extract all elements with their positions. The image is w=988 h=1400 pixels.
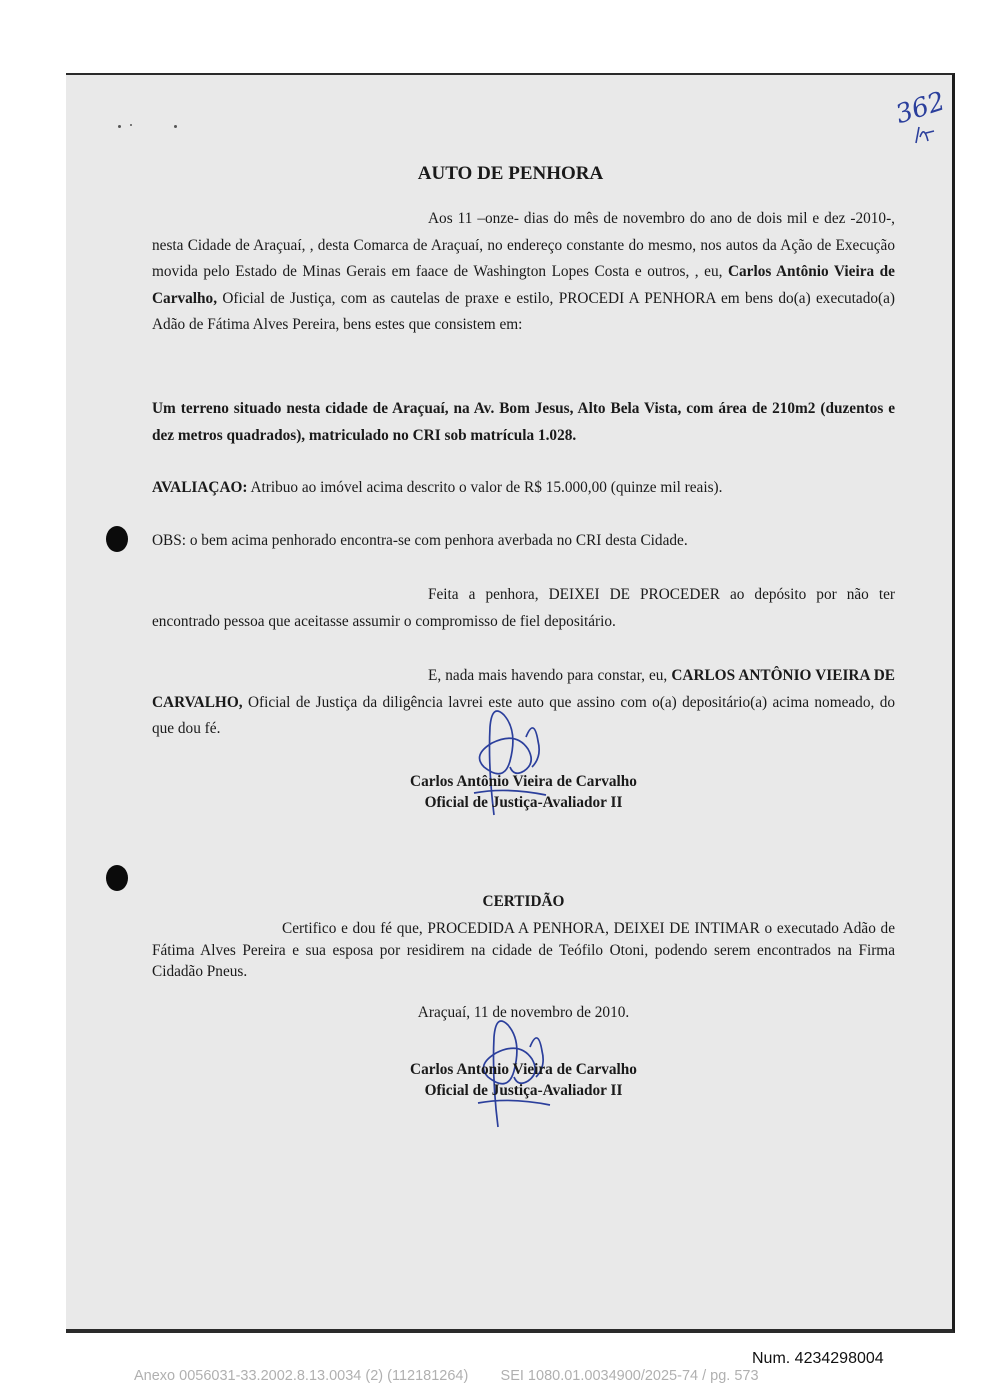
closing-text-b: Oficial de Justiça da diligência lavrei este auto que assino com o(a) depositário(a) acima nomeado, do que dou fé. [152,693,895,737]
document-title: AUTO DE PENHORA [417,163,604,184]
closing-officer-name: CARLOS ANTÔNIO VIEIRA DE CARVALHO, [152,667,895,711]
valuation-label: AVALIAÇAO: [152,479,248,496]
certidao-title: CERTIDÃO [482,893,565,910]
signer-role-1: Oficial de Justiça-Avaliador II [424,794,623,811]
intro-text-1: Aos 11 –onze- dias do mês de novembro do ano de dois mil e dez -2010-, nesta Cidade de Araçuaí, , desta Comarca de Araçuaí, no endereço constante do mesmo, nos autos da Ação de Execução movida pelo Estado de Minas Gerais em faace de Washington Lopes Costa e outros, , eu, [152,210,895,280]
handwritten-folio-number [882,81,954,153]
signature-block-2 [152,1059,895,1101]
svg-text:362: 362 [892,86,949,131]
valuation-paragraph [152,475,895,502]
property-description: Um terreno situado nesta cidade de Araçuaí, na Av. Bom Jesus, Alto Bela Vista, com área de 210m2 (duzentos e dez metros quadrados), matriculado no CRI sob matrícula 1.028. [152,400,895,444]
intro-text-2: Oficial de Justiça, com as cautelas de praxe e estilo, PROCEDI A PENHORA em bens do(a) executado(a) Adão de Fátima Alves Pereira, bens estes que consistem em: [152,289,895,333]
place-date: Araçuaí, 11 de novembro de 2010. [417,1004,630,1021]
scanned-page [66,73,955,1333]
intro-paragraph [152,206,895,339]
officer-name: Carlos Antônio Vieira de Carvalho, [152,263,895,307]
deposit-paragraph: Feita a penhora, DEIXEI DE PROCEDER ao depósito por não ter encontrado pessoa que aceitasse assumir o compromisso de fiel depositário. [152,586,895,630]
binder-hole [106,865,128,891]
binder-hole [106,526,128,552]
valuation-text: Atribuo ao imóvel acima descrito o valor de R$ 15.000,00 (quinze mil reais). [247,479,723,496]
certidao-paragraph: Certifico e dou fé que, PROCEDIDA A PENHORA, DEIXEI DE INTIMAR o executado Adão de Fátima Alves Pereira e sua esposa por residirem na cidade de Teófilo Otoni, podendo serem encontrados na Firma Cidadão Pneus. [152,920,895,980]
document-number: Num. 4234298004 [752,1350,884,1367]
signer-name-2: Carlos Antonio Vieira de Carvalho [410,1061,637,1078]
scan-specks [114,119,184,131]
signer-name-1: Carlos Antônio Vieira de Carvalho [410,773,637,790]
closing-text-a: E, nada mais havendo para constar, eu, [428,667,672,684]
signature-block-1 [152,771,895,813]
signer-role-2: Oficial de Justiça-Avaliador II [424,1082,623,1099]
annex-reference: Anexo 0056031-33.2002.8.13.0034 (2) (112181264) SEI 1080.01.0034900/2025-74 / pg. 573 [134,1368,759,1384]
obs-paragraph: OBS: o bem acima penhorado encontra-se com penhora averbada no CRI desta Cidade. [152,532,688,549]
